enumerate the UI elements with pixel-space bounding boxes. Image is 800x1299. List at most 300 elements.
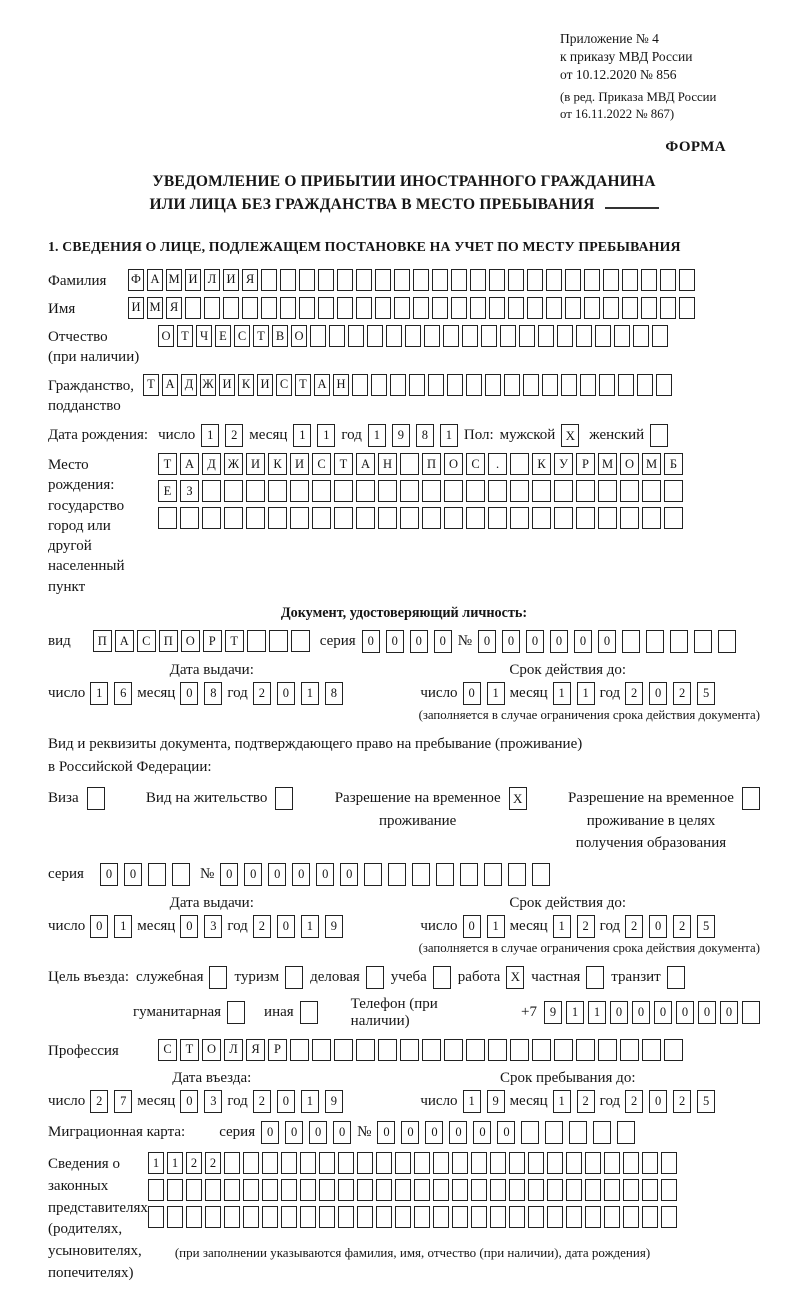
char-cell[interactable]: [394, 269, 410, 291]
identity-doc-expiry-month-cells[interactable]: [553, 682, 595, 705]
char-cell[interactable]: 0: [610, 1001, 628, 1024]
char-cell[interactable]: П: [93, 630, 112, 652]
char-cell[interactable]: 0: [377, 1121, 395, 1144]
char-cell[interactable]: [167, 1206, 183, 1228]
char-cell[interactable]: [664, 1039, 683, 1061]
char-cell[interactable]: [546, 297, 562, 319]
char-cell[interactable]: 1: [114, 915, 132, 938]
identity-doc-issue-day-cells[interactable]: [90, 682, 132, 705]
char-cell[interactable]: X: [509, 787, 527, 810]
char-cell[interactable]: [395, 1179, 411, 1201]
char-cell[interactable]: [422, 1039, 441, 1061]
char-cell[interactable]: Р: [203, 630, 222, 652]
birth-day-cells[interactable]: [201, 424, 243, 447]
char-cell[interactable]: [569, 1121, 587, 1144]
char-cell[interactable]: [661, 1179, 677, 1201]
char-cell[interactable]: 0: [277, 1090, 295, 1113]
char-cell[interactable]: [281, 1206, 297, 1228]
char-cell[interactable]: [547, 1179, 563, 1201]
char-cell[interactable]: 1: [463, 1090, 481, 1113]
char-cell[interactable]: [620, 480, 639, 502]
char-cell[interactable]: [246, 507, 265, 529]
char-cell[interactable]: [542, 374, 558, 396]
char-cell[interactable]: 0: [497, 1121, 515, 1144]
char-cell[interactable]: 0: [598, 630, 616, 653]
char-cell[interactable]: И: [257, 374, 273, 396]
char-cell[interactable]: [554, 507, 573, 529]
char-cell[interactable]: [312, 1039, 331, 1061]
char-cell[interactable]: [576, 1039, 595, 1061]
char-cell[interactable]: [532, 1039, 551, 1061]
char-cell[interactable]: 9: [392, 424, 410, 447]
char-cell[interactable]: [246, 480, 265, 502]
char-cell[interactable]: [646, 630, 664, 653]
char-cell[interactable]: [565, 269, 581, 291]
char-cell[interactable]: 1: [553, 1090, 571, 1113]
char-cell[interactable]: 8: [416, 424, 434, 447]
char-cell[interactable]: [356, 1039, 375, 1061]
char-cell[interactable]: 0: [309, 1121, 327, 1144]
char-cell[interactable]: [376, 1179, 392, 1201]
char-cell[interactable]: [186, 1206, 202, 1228]
char-cell[interactable]: 2: [673, 1090, 691, 1113]
char-cell[interactable]: 0: [410, 630, 428, 653]
residence-permit-checkbox[interactable]: [275, 787, 293, 810]
char-cell[interactable]: [338, 1206, 354, 1228]
char-cell[interactable]: О: [620, 453, 639, 475]
char-cell[interactable]: А: [356, 453, 375, 475]
char-cell[interactable]: А: [115, 630, 134, 652]
char-cell[interactable]: П: [159, 630, 178, 652]
char-cell[interactable]: [395, 1206, 411, 1228]
char-cell[interactable]: [546, 269, 562, 291]
char-cell[interactable]: [532, 863, 550, 886]
char-cell[interactable]: [620, 1039, 639, 1061]
char-cell[interactable]: [604, 1179, 620, 1201]
birth-month-cells[interactable]: [293, 424, 335, 447]
char-cell[interactable]: [585, 1206, 601, 1228]
char-cell[interactable]: [650, 424, 668, 447]
char-cell[interactable]: 2: [253, 682, 271, 705]
char-cell[interactable]: 9: [544, 1001, 562, 1024]
char-cell[interactable]: [660, 297, 676, 319]
char-cell[interactable]: [664, 507, 683, 529]
char-cell[interactable]: Ж: [200, 374, 216, 396]
identity-doc-number-cells[interactable]: [478, 630, 736, 653]
char-cell[interactable]: М: [642, 453, 661, 475]
char-cell[interactable]: Т: [253, 325, 269, 347]
char-cell[interactable]: [538, 325, 554, 347]
char-cell[interactable]: [519, 325, 535, 347]
char-cell[interactable]: [395, 1152, 411, 1174]
surname-cells[interactable]: [128, 269, 695, 291]
char-cell[interactable]: [664, 480, 683, 502]
char-cell[interactable]: Т: [158, 453, 177, 475]
entry-date-month-cells[interactable]: [180, 1090, 222, 1113]
char-cell[interactable]: [364, 863, 382, 886]
char-cell[interactable]: А: [147, 269, 163, 291]
char-cell[interactable]: 0: [574, 630, 592, 653]
char-cell[interactable]: [185, 297, 201, 319]
char-cell[interactable]: И: [128, 297, 144, 319]
char-cell[interactable]: К: [268, 453, 287, 475]
char-cell[interactable]: [422, 507, 441, 529]
stay-until-day-cells[interactable]: [463, 1090, 505, 1113]
char-cell[interactable]: [405, 325, 421, 347]
char-cell[interactable]: [409, 374, 425, 396]
gender-male-checkbox[interactable]: [561, 424, 579, 447]
char-cell[interactable]: 2: [253, 915, 271, 938]
char-cell[interactable]: Я: [242, 269, 258, 291]
char-cell[interactable]: Р: [268, 1039, 287, 1061]
char-cell[interactable]: [334, 507, 353, 529]
identity-doc-expiry-day-cells[interactable]: [463, 682, 505, 705]
char-cell[interactable]: [378, 480, 397, 502]
char-cell[interactable]: 5: [697, 915, 715, 938]
char-cell[interactable]: [366, 966, 384, 989]
char-cell[interactable]: [318, 297, 334, 319]
char-cell[interactable]: [269, 630, 288, 652]
migration-card-number-cells[interactable]: [377, 1121, 635, 1144]
char-cell[interactable]: И: [290, 453, 309, 475]
char-cell[interactable]: О: [291, 325, 307, 347]
char-cell[interactable]: Н: [333, 374, 349, 396]
char-cell[interactable]: С: [137, 630, 156, 652]
char-cell[interactable]: Р: [576, 453, 595, 475]
char-cell[interactable]: [400, 453, 419, 475]
char-cell[interactable]: 1: [293, 424, 311, 447]
char-cell[interactable]: Т: [180, 1039, 199, 1061]
char-cell[interactable]: [584, 297, 600, 319]
char-cell[interactable]: [443, 325, 459, 347]
char-cell[interactable]: 0: [649, 682, 667, 705]
char-cell[interactable]: 0: [473, 1121, 491, 1144]
char-cell[interactable]: [661, 1206, 677, 1228]
char-cell[interactable]: 3: [204, 1090, 222, 1113]
char-cell[interactable]: [433, 1206, 449, 1228]
char-cell[interactable]: А: [180, 453, 199, 475]
char-cell[interactable]: [243, 1179, 259, 1201]
legal-cells-row3[interactable]: [148, 1206, 677, 1228]
char-cell[interactable]: [356, 269, 372, 291]
char-cell[interactable]: 0: [124, 863, 142, 886]
identity-doc-expiry-year-cells[interactable]: [625, 682, 715, 705]
char-cell[interactable]: [490, 1206, 506, 1228]
char-cell[interactable]: 0: [425, 1121, 443, 1144]
char-cell[interactable]: [300, 1152, 316, 1174]
char-cell[interactable]: З: [180, 480, 199, 502]
char-cell[interactable]: [386, 325, 402, 347]
legal-cells-row2[interactable]: [148, 1179, 677, 1201]
char-cell[interactable]: 0: [180, 682, 198, 705]
char-cell[interactable]: [290, 507, 309, 529]
char-cell[interactable]: [451, 269, 467, 291]
char-cell[interactable]: [209, 966, 227, 989]
char-cell[interactable]: [604, 1206, 620, 1228]
char-cell[interactable]: [338, 1152, 354, 1174]
char-cell[interactable]: [388, 863, 406, 886]
char-cell[interactable]: [433, 1152, 449, 1174]
char-cell[interactable]: 3: [204, 915, 222, 938]
char-cell[interactable]: 1: [487, 915, 505, 938]
char-cell[interactable]: [598, 480, 617, 502]
char-cell[interactable]: Е: [158, 480, 177, 502]
char-cell[interactable]: Т: [225, 630, 244, 652]
char-cell[interactable]: [642, 480, 661, 502]
char-cell[interactable]: [584, 269, 600, 291]
char-cell[interactable]: В: [272, 325, 288, 347]
char-cell[interactable]: [656, 374, 672, 396]
char-cell[interactable]: [566, 1152, 582, 1174]
char-cell[interactable]: [247, 630, 266, 652]
char-cell[interactable]: 2: [673, 682, 691, 705]
char-cell[interactable]: [510, 1039, 529, 1061]
char-cell[interactable]: [585, 1179, 601, 1201]
char-cell[interactable]: И: [185, 269, 201, 291]
char-cell[interactable]: 6: [114, 682, 132, 705]
char-cell[interactable]: [148, 863, 166, 886]
char-cell[interactable]: 0: [401, 1121, 419, 1144]
char-cell[interactable]: 0: [180, 915, 198, 938]
char-cell[interactable]: [285, 966, 303, 989]
char-cell[interactable]: М: [147, 297, 163, 319]
char-cell[interactable]: [652, 325, 668, 347]
char-cell[interactable]: [444, 1039, 463, 1061]
char-cell[interactable]: 0: [220, 863, 238, 886]
char-cell[interactable]: [300, 1179, 316, 1201]
char-cell[interactable]: И: [246, 453, 265, 475]
char-cell[interactable]: [87, 787, 105, 810]
char-cell[interactable]: [527, 297, 543, 319]
char-cell[interactable]: [661, 1152, 677, 1174]
char-cell[interactable]: [414, 1179, 430, 1201]
char-cell[interactable]: [528, 1179, 544, 1201]
char-cell[interactable]: [604, 1152, 620, 1174]
char-cell[interactable]: [510, 480, 529, 502]
char-cell[interactable]: [243, 1206, 259, 1228]
char-cell[interactable]: [667, 966, 685, 989]
char-cell[interactable]: [310, 325, 326, 347]
char-cell[interactable]: [642, 1206, 658, 1228]
char-cell[interactable]: [367, 325, 383, 347]
purpose-private-checkbox[interactable]: [586, 966, 604, 989]
char-cell[interactable]: [642, 1179, 658, 1201]
char-cell[interactable]: [242, 297, 258, 319]
char-cell[interactable]: [460, 863, 478, 886]
char-cell[interactable]: X: [561, 424, 579, 447]
residence-doc-expiry-year-cells[interactable]: [625, 915, 715, 938]
char-cell[interactable]: [436, 863, 454, 886]
char-cell[interactable]: [576, 507, 595, 529]
char-cell[interactable]: [447, 374, 463, 396]
char-cell[interactable]: С: [312, 453, 331, 475]
char-cell[interactable]: [186, 1179, 202, 1201]
char-cell[interactable]: [489, 269, 505, 291]
char-cell[interactable]: [614, 325, 630, 347]
char-cell[interactable]: [224, 1152, 240, 1174]
char-cell[interactable]: Е: [215, 325, 231, 347]
char-cell[interactable]: 0: [386, 630, 404, 653]
profession-cells[interactable]: [158, 1039, 683, 1061]
char-cell[interactable]: [670, 630, 688, 653]
char-cell[interactable]: 1: [566, 1001, 584, 1024]
char-cell[interactable]: [566, 1179, 582, 1201]
char-cell[interactable]: Л: [224, 1039, 243, 1061]
char-cell[interactable]: Б: [664, 453, 683, 475]
char-cell[interactable]: 9: [325, 915, 343, 938]
char-cell[interactable]: [462, 325, 478, 347]
char-cell[interactable]: 0: [100, 863, 118, 886]
char-cell[interactable]: [268, 480, 287, 502]
char-cell[interactable]: 0: [478, 630, 496, 653]
char-cell[interactable]: [400, 480, 419, 502]
char-cell[interactable]: [466, 374, 482, 396]
char-cell[interactable]: [312, 507, 331, 529]
char-cell[interactable]: 1: [301, 915, 319, 938]
char-cell[interactable]: [202, 480, 221, 502]
char-cell[interactable]: 0: [502, 630, 520, 653]
char-cell[interactable]: [400, 507, 419, 529]
char-cell[interactable]: [508, 863, 526, 886]
char-cell[interactable]: [172, 863, 190, 886]
char-cell[interactable]: 0: [649, 915, 667, 938]
char-cell[interactable]: [642, 507, 661, 529]
migration-card-series-cells[interactable]: [261, 1121, 351, 1144]
char-cell[interactable]: 0: [720, 1001, 738, 1024]
char-cell[interactable]: [488, 1039, 507, 1061]
char-cell[interactable]: [261, 297, 277, 319]
char-cell[interactable]: [566, 1206, 582, 1228]
residence-doc-number-cells[interactable]: [220, 863, 550, 886]
char-cell[interactable]: 1: [487, 682, 505, 705]
char-cell[interactable]: [356, 297, 372, 319]
char-cell[interactable]: Ф: [128, 269, 144, 291]
birth-place-cells-row1[interactable]: [158, 453, 683, 475]
char-cell[interactable]: [523, 374, 539, 396]
char-cell[interactable]: [262, 1206, 278, 1228]
char-cell[interactable]: [167, 1179, 183, 1201]
char-cell[interactable]: [371, 374, 387, 396]
char-cell[interactable]: [268, 507, 287, 529]
residence-doc-issue-day-cells[interactable]: [90, 915, 132, 938]
char-cell[interactable]: [390, 374, 406, 396]
char-cell[interactable]: М: [166, 269, 182, 291]
birth-place-cells-row2[interactable]: [158, 480, 683, 502]
char-cell[interactable]: [489, 297, 505, 319]
char-cell[interactable]: [262, 1179, 278, 1201]
char-cell[interactable]: [488, 480, 507, 502]
char-cell[interactable]: [490, 1179, 506, 1201]
char-cell[interactable]: [451, 297, 467, 319]
char-cell[interactable]: [224, 480, 243, 502]
identity-doc-issue-month-cells[interactable]: [180, 682, 222, 705]
char-cell[interactable]: Я: [166, 297, 182, 319]
char-cell[interactable]: [204, 297, 220, 319]
char-cell[interactable]: [504, 374, 520, 396]
char-cell[interactable]: [471, 1206, 487, 1228]
char-cell[interactable]: [281, 1179, 297, 1201]
char-cell[interactable]: [618, 374, 634, 396]
char-cell[interactable]: У: [554, 453, 573, 475]
char-cell[interactable]: [329, 325, 345, 347]
char-cell[interactable]: 2: [90, 1090, 108, 1113]
char-cell[interactable]: 5: [697, 682, 715, 705]
char-cell[interactable]: [545, 1121, 563, 1144]
char-cell[interactable]: 1: [588, 1001, 606, 1024]
char-cell[interactable]: [508, 297, 524, 319]
char-cell[interactable]: Н: [378, 453, 397, 475]
char-cell[interactable]: [376, 1152, 392, 1174]
char-cell[interactable]: [444, 507, 463, 529]
char-cell[interactable]: [603, 269, 619, 291]
char-cell[interactable]: [595, 325, 611, 347]
char-cell[interactable]: [414, 1152, 430, 1174]
entry-date-day-cells[interactable]: [90, 1090, 132, 1113]
char-cell[interactable]: [466, 1039, 485, 1061]
char-cell[interactable]: [561, 374, 577, 396]
char-cell[interactable]: 0: [285, 1121, 303, 1144]
char-cell[interactable]: [319, 1152, 335, 1174]
char-cell[interactable]: .: [488, 453, 507, 475]
char-cell[interactable]: [299, 297, 315, 319]
char-cell[interactable]: К: [532, 453, 551, 475]
char-cell[interactable]: [576, 480, 595, 502]
char-cell[interactable]: 2: [186, 1152, 202, 1174]
char-cell[interactable]: [375, 269, 391, 291]
char-cell[interactable]: 0: [550, 630, 568, 653]
char-cell[interactable]: А: [162, 374, 178, 396]
char-cell[interactable]: [510, 507, 529, 529]
char-cell[interactable]: [509, 1179, 525, 1201]
char-cell[interactable]: [742, 1001, 760, 1024]
char-cell[interactable]: 9: [487, 1090, 505, 1113]
char-cell[interactable]: 0: [698, 1001, 716, 1024]
char-cell[interactable]: Т: [334, 453, 353, 475]
char-cell[interactable]: [433, 966, 451, 989]
char-cell[interactable]: [622, 269, 638, 291]
visa-checkbox[interactable]: [87, 787, 105, 810]
char-cell[interactable]: [598, 507, 617, 529]
char-cell[interactable]: [400, 1039, 419, 1061]
residence-doc-expiry-day-cells[interactable]: [463, 915, 505, 938]
purpose-business-checkbox[interactable]: [366, 966, 384, 989]
char-cell[interactable]: [580, 374, 596, 396]
char-cell[interactable]: [205, 1179, 221, 1201]
char-cell[interactable]: [281, 1152, 297, 1174]
char-cell[interactable]: [452, 1179, 468, 1201]
char-cell[interactable]: [337, 269, 353, 291]
char-cell[interactable]: [485, 374, 501, 396]
char-cell[interactable]: [432, 297, 448, 319]
char-cell[interactable]: [617, 1121, 635, 1144]
char-cell[interactable]: [299, 269, 315, 291]
char-cell[interactable]: 9: [325, 1090, 343, 1113]
stay-until-month-cells[interactable]: [553, 1090, 595, 1113]
char-cell[interactable]: [412, 863, 430, 886]
char-cell[interactable]: [205, 1206, 221, 1228]
char-cell[interactable]: 7: [114, 1090, 132, 1113]
char-cell[interactable]: И: [219, 374, 235, 396]
char-cell[interactable]: [508, 269, 524, 291]
char-cell[interactable]: [413, 297, 429, 319]
char-cell[interactable]: [357, 1152, 373, 1174]
purpose-tourism-checkbox[interactable]: [285, 966, 303, 989]
char-cell[interactable]: [424, 325, 440, 347]
char-cell[interactable]: Т: [177, 325, 193, 347]
char-cell[interactable]: [598, 1039, 617, 1061]
char-cell[interactable]: [718, 630, 736, 653]
char-cell[interactable]: Т: [143, 374, 159, 396]
